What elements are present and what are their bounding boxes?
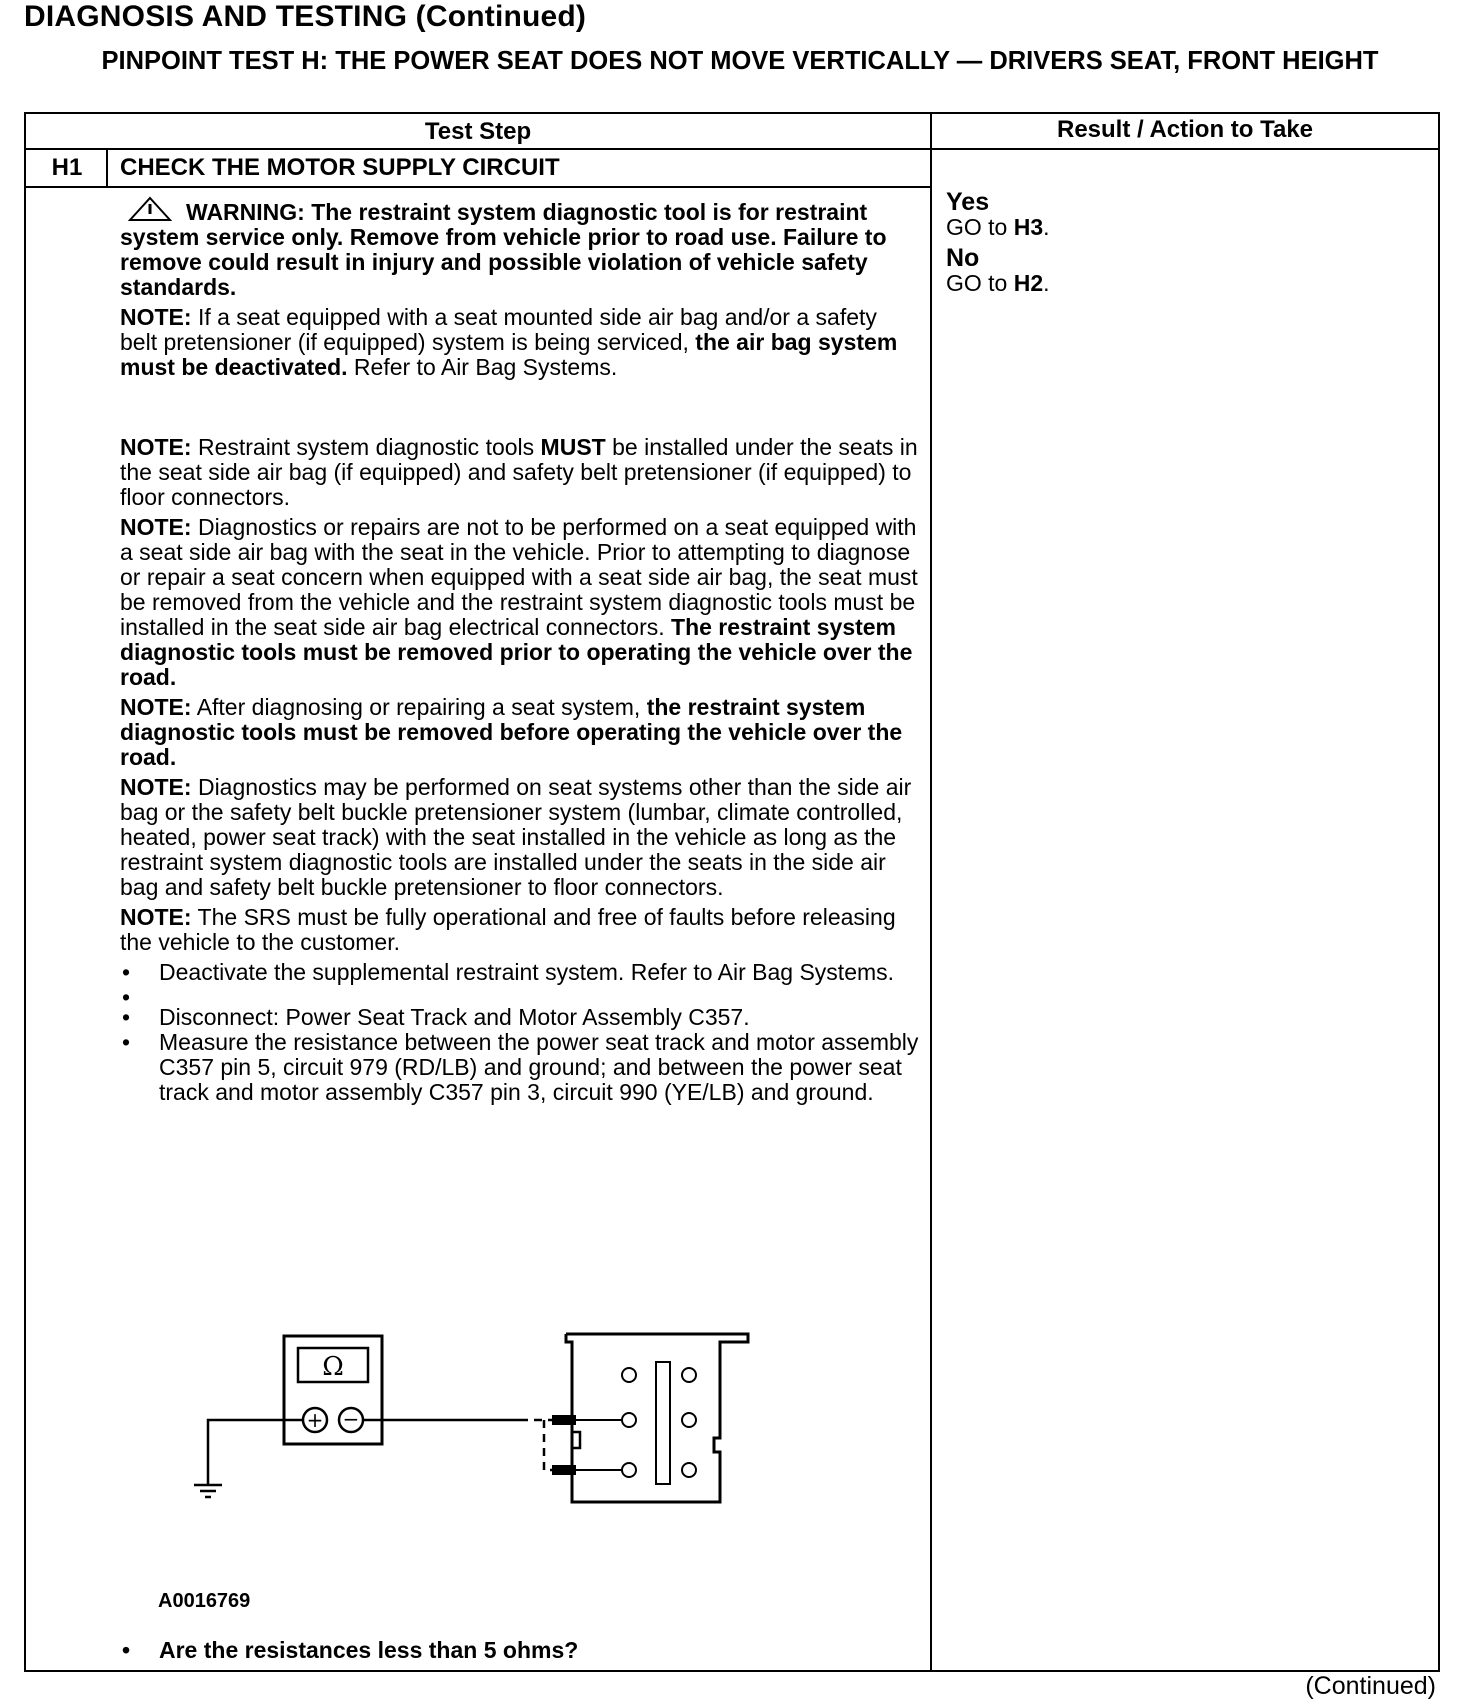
step-id: H1 (51, 154, 83, 181)
note-4: NOTE: After diagnosing or repairing a seat system, the restraint system diagnostic tools must be removed before operating the vehicle over the road. (120, 694, 903, 770)
result-no (946, 246, 1050, 296)
note-1: NOTE: If a seat equipped with a seat mounted side air bag and/or a safety belt pretensioner (if equipped) system is being serviced, the air bag system must be deactivated. Refer to Air Bag Systems. (120, 304, 898, 380)
note-6: NOTE: The SRS must be fully operational and free of faults before releasing the vehicle to the customer. (120, 904, 896, 955)
no-label: No (946, 244, 980, 272)
pin (622, 1368, 636, 1382)
plus-sign: + (306, 1408, 324, 1432)
page-heading: DIAGNOSIS AND TESTING (Continued) (24, 0, 587, 33)
no-action: GO to H2. (946, 270, 1050, 296)
list-item: • Deactivate the supplemental restraint system. Refer to Air Bag Systems. (120, 960, 920, 985)
result-yes (946, 190, 1050, 240)
note-3: NOTE: Diagnostics or repairs are not to be performed on a seat equipped with a seat side air bag with the seat in the vehicle. Prior to attempting to diagnose or repair a seat concern when equipped with a seat side air bag, the seat must be removed from the vehicle and the restraint system diagnostic tools must be installed in the seat side air bag electrical connectors. The restraint system diagnostic tools must be removed prior to operating the vehicle over the road. (120, 514, 918, 690)
warning-text: WARNING: The restraint system diagnostic tool is for restraint system service only. Remove from vehicle prior to road use. Failure to remove could result in injury and possible violation of vehicle safety standards. (120, 199, 887, 300)
yes-action: GO to H3. (946, 214, 1050, 240)
step-content (120, 196, 920, 1105)
pin (682, 1368, 696, 1382)
note-2: NOTE: Restraint system diagnostic tools MUST be installed under the seats in the seat side air bag (if equipped) and safety belt pretensioner (if equipped) to floor connectors. (120, 434, 918, 510)
col-header-result: Result / Action to Take (1056, 116, 1314, 143)
question-item: • Are the resistances less than 5 ohms? (120, 1638, 920, 1663)
figure-reference: A0016769 (158, 1590, 251, 1612)
note-5: NOTE: Diagnostics may be performed on seat systems other than the side air bag or the safety belt buckle pretensioner system (lumbar, climate controlled, heated, power seat track) with the seat installed in the vehicle as long as the restraint system diagnostic tools are installed under the seats in the side air bag and safety belt buckle pretensioner to floor connectors. (120, 774, 912, 900)
pin (622, 1413, 636, 1427)
action-list (120, 960, 920, 1105)
result-column (946, 190, 1050, 302)
list-item: • Disconnect: Power Seat Track and Motor Assembly C357. (120, 1005, 920, 1030)
pinpoint-test-title: PINPOINT TEST H: THE POWER SEAT DOES NOT MOVE VERTICALLY — DRIVERS SEAT, FRONT HEIGHT (101, 47, 1379, 75)
step-title: CHECK THE MOTOR SUPPLY CIRCUIT (120, 154, 560, 181)
warning-triangle-icon (128, 196, 172, 222)
column-divider (930, 112, 932, 1672)
continued-label: (Continued) (1305, 1672, 1436, 1700)
minus-sign: − (342, 1407, 360, 1431)
header-row-divider (24, 148, 1440, 150)
warning-paragraph (120, 196, 920, 300)
step-row-divider (24, 186, 932, 188)
pin (682, 1463, 696, 1477)
yes-target-link[interactable]: H3 (1013, 214, 1044, 240)
col-header-test-step: Test Step (424, 118, 532, 145)
ohmmeter-connector-diagram (180, 1320, 780, 1520)
pin (622, 1463, 636, 1477)
ground-lead (208, 1420, 303, 1485)
no-target-link[interactable]: H2 (1013, 270, 1044, 296)
connector-key (656, 1362, 670, 1484)
ohm-symbol: Ω (322, 1352, 344, 1382)
list-item: • Measure the resistance between the power seat track and motor assembly C357 pin 5, circuit 979 (RD/LB) and ground; and between the power seat track and motor assembly C357 pin 3, circuit 990 (YE/LB) and ground. (120, 1030, 920, 1105)
yes-label: Yes (946, 188, 990, 216)
question-list (120, 1638, 920, 1663)
pin (682, 1413, 696, 1427)
